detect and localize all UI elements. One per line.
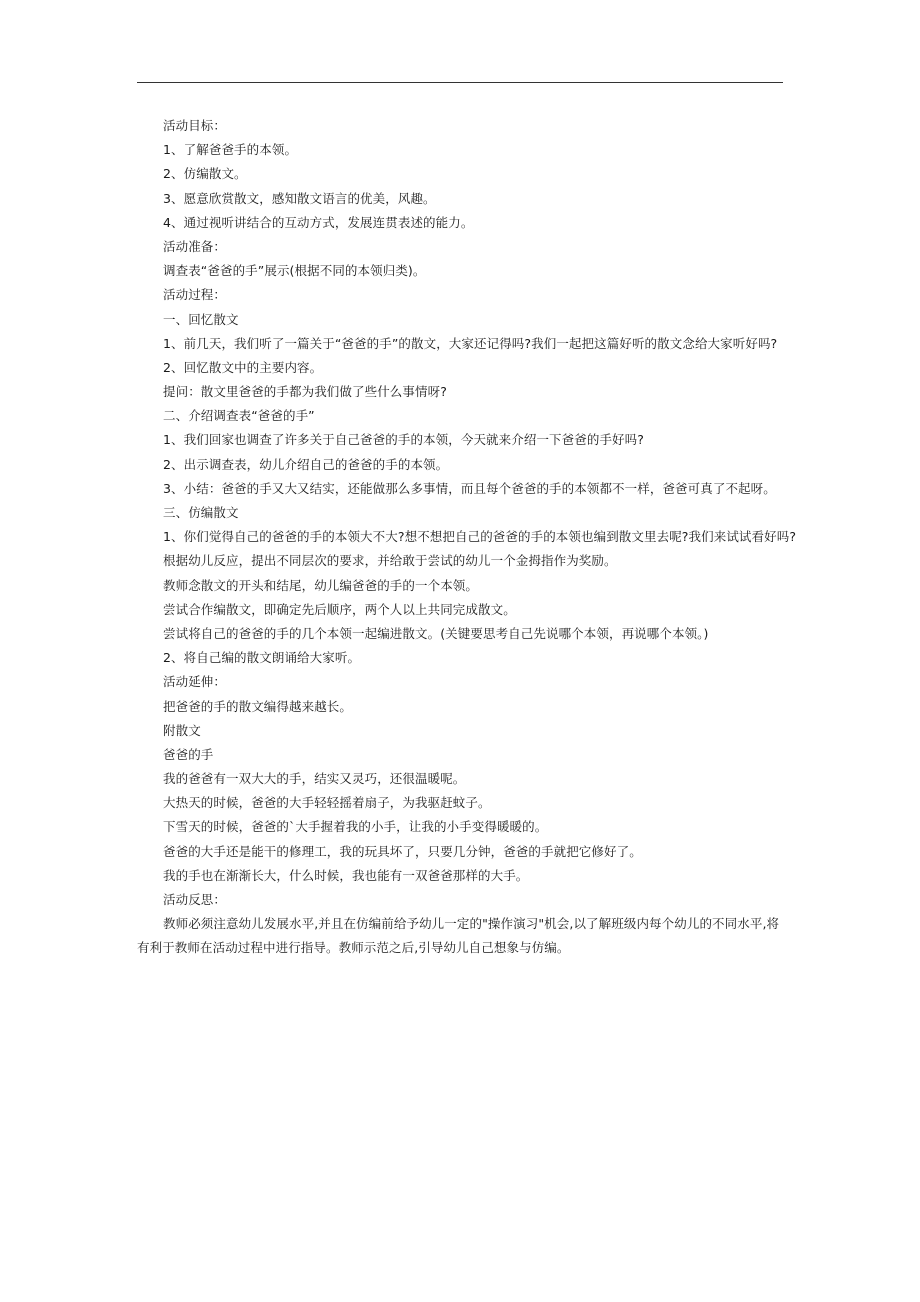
goal-item: 3、愿意欣赏散文，感知散文语言的优美，风趣。: [163, 190, 436, 206]
section-heading-process: 活动过程：: [163, 287, 227, 303]
section-heading-preparation: 活动准备：: [163, 238, 227, 254]
subheading-recall: 一、回忆散文: [163, 311, 239, 327]
header-rule: [137, 82, 783, 83]
process-item: 1、我们回家也调查了许多关于自己爸爸的手的本领，今天就来介绍一下爸爸的手好吗?: [163, 432, 644, 448]
document-body: [137, 114, 797, 960]
section-heading-reflection: 活动反思：: [163, 892, 227, 907]
subheading-survey: 二、介绍调查表“爸爸的手”: [163, 408, 315, 424]
prose-line: 我的手也在渐渐长大，什么时候，我也能有一双爸爸那样的大手。: [163, 867, 529, 883]
extension-text: 把爸爸的手的散文编得越来越长。: [163, 698, 353, 714]
prose-line: 大热天的时候，爸爸的大手轻轻摇着扇子，为我驱赶蚊子。: [163, 795, 491, 811]
process-item: 2、出示调查表，幼儿介绍自己的爸爸的手的本领。: [163, 456, 449, 472]
goal-item: 2、仿编散文。: [163, 166, 247, 182]
section-heading-extension: 活动延伸：: [163, 674, 227, 690]
subheading-imitate: 三、仿编散文: [163, 505, 239, 520]
goal-item: 1、了解爸爸手的本领。: [163, 142, 298, 158]
reflection-paragraph: 教师必须注意幼儿发展水平,并且在仿编前给予幼儿一定的"操作演习"机会,以了解班级内每个幼儿的不同水平,将有利于教师在活动过程中进行指导。教师示范之后,引导幼儿自己想象与仿编。: [137, 916, 780, 956]
process-item: 2、将自己编的散文朗诵给大家听。: [163, 650, 361, 666]
preparation-text: 调查表“爸爸的手”展示(根据不同的本领归类)。: [163, 263, 426, 279]
goal-item: 4、通过视听讲结合的互动方式，发展连贯表述的能力。: [163, 214, 474, 230]
process-item: 1、你们觉得自己的爸爸的手的本领大不大?想不想把自己的爸爸的手的本领也编到散文里去呢?我们来试试看好吗?: [163, 529, 797, 545]
section-heading-goals: 活动目标：: [163, 118, 227, 133]
process-item: 提问：散文里爸爸的手都为我们做了些什么事情呀?: [163, 384, 447, 400]
process-item: 1、前几天，我们听了一篇关于“爸爸的手”的散文，大家还记得吗?我们一起把这篇好听的散文念给大家听好吗?: [163, 335, 778, 351]
process-item: 根据幼儿反应，提出不同层次的要求，并给敢于尝试的幼儿一个金拇指作为奖励。: [163, 553, 617, 569]
process-item: 3、小结：爸爸的手又大又结实，还能做那么多事情，而且每个爸爸的手的本领都不一样，爸爸可真了不起呀。: [163, 480, 776, 496]
appendix-heading: 附散文: [163, 722, 201, 738]
prose-line: 爸爸的大手还是能干的修理工，我的玩具坏了，只要几分钟，爸爸的手就把它修好了。: [163, 843, 642, 859]
prose-title: 爸爸的手: [163, 746, 214, 762]
process-item: 教师念散文的开头和结尾，幼儿编爸爸的手的一个本领。: [163, 577, 479, 593]
process-item: 尝试将自己的爸爸的手的几个本领一起编进散文。(关键要思考自己先说哪个本领，再说哪个本领。): [163, 625, 709, 641]
process-item: 尝试合作编散文，即确定先后顺序，两个人以上共同完成散文。: [163, 601, 516, 617]
process-item: 2、回忆散文中的主要内容。: [163, 359, 323, 375]
prose-line: 下雪天的时候，爸爸的`大手握着我的小手，让我的小手变得暖暖的。: [163, 819, 548, 835]
prose-line: 我的爸爸有一双大大的手，结实又灵巧，还很温暖呢。: [163, 771, 466, 787]
